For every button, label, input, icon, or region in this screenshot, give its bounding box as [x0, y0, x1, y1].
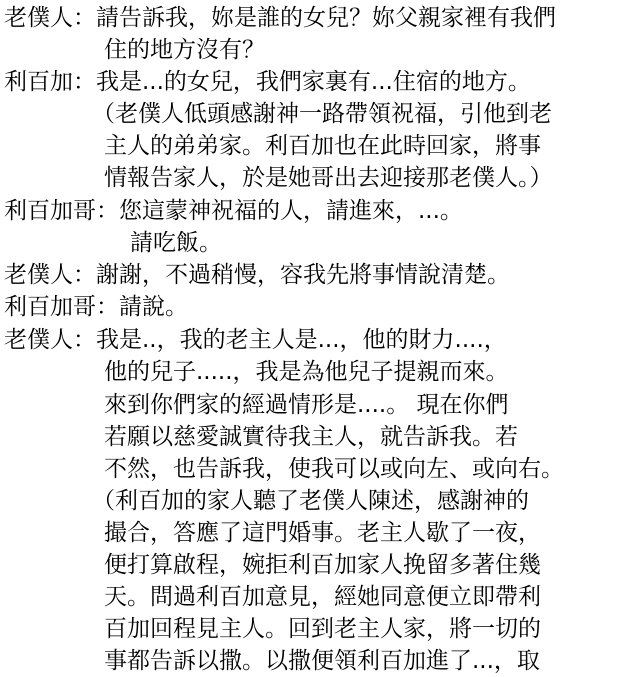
script-line-20: 百加回程見主人。回到老主人家，將一切的 — [104, 616, 541, 642]
script-line-1: 老僕人：請告訴我，妳是誰的女兒？妳父親家裡有我們 — [4, 5, 556, 31]
script-line-7: 利百加哥：您這蒙神祝福的人，請進來，...。 — [4, 198, 463, 224]
script-line-17: 撮合，答應了這門婚事。老主人歇了一夜， — [104, 520, 541, 546]
script-line-18: 便打算啟程，婉拒利百加家人挽留多著住幾 — [104, 552, 541, 578]
script-line-13: 來到你們家的經過情形是....。 現在你們 — [104, 392, 509, 418]
script-line-11: 老僕人：我是..，我的老主人是...，他的財力....， — [4, 327, 507, 353]
script-line-5: 主人的弟弟家。利百加也在此時回家，將事 — [104, 133, 541, 159]
script-line-21: 事都告訴以撒。以撒便領利百加進了...，取 — [104, 648, 540, 674]
script-line-16: （利百加的家人聽了老僕人陳述，感謝神的 — [92, 488, 529, 514]
script-line-19: 天。問過利百加意見，經她同意便立即帶利 — [104, 584, 541, 610]
script-line-14: 若願以慈愛誠實待我主人，就告訴我。若 — [104, 424, 518, 450]
script-line-4: （老僕人低頭感謝神一路帶領祝福，引他到老 — [92, 101, 552, 127]
script-line-8: 請吃飯。 — [130, 230, 222, 256]
script-line-9: 老僕人：謝謝，不過稍慢，容我先將事情說清楚。 — [4, 262, 510, 288]
script-line-2: 住的地方沒有？ — [104, 37, 265, 63]
script-line-12: 他的兒子.....，我是為他兒子提親而來。 — [104, 359, 509, 385]
script-line-15: 不然，也告訴我，使我可以或向左、或向右。 — [104, 456, 564, 482]
script-line-3: 利百加：我是...的女兒，我們家裏有...住宿的地方。 — [4, 69, 531, 95]
script-line-6: 情報告家人，於是她哥出去迎接那老僕人。） — [104, 165, 553, 191]
script-line-10: 利百加哥：請說。 — [4, 294, 188, 320]
